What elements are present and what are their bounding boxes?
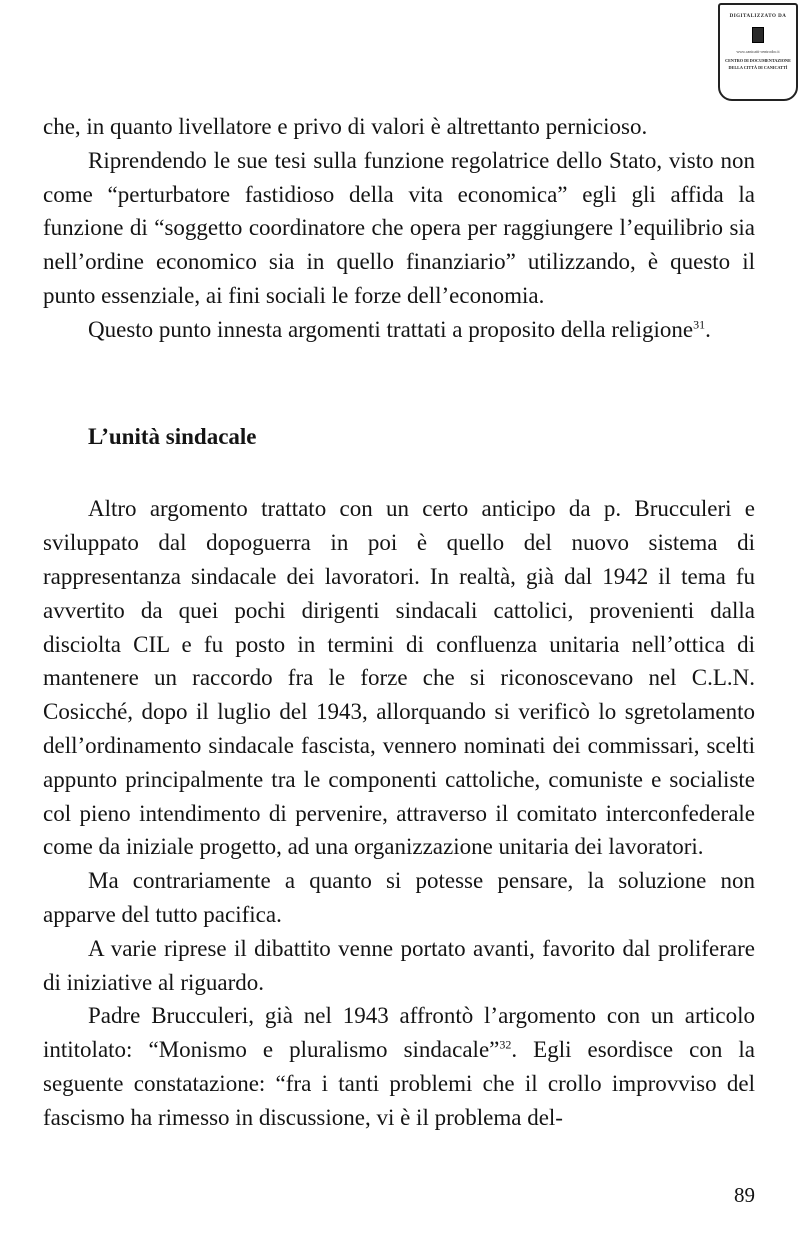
paragraph: Altro argomento trattato con un certo anticipo da p. Brucculeri e sviluppato dal dopoguerra in poi è quello del nuovo sistema di rappresentanza sindacale dei lavoratori. In realtà, già dal 1942 il tema fu avvertito da quei pochi dirigenti sindacali cattolici, provenienti dalla disciolta CIL e fu posto in termini di confluenza unitaria nell’ottica di mantenere un raccordo fra le forze che si riconoscevano nel C.L.N. Cosicché, dopo il luglio del 1943, allorquando si verificò lo sgretolamento dell’ordinamento sindacale fascista, vennero nominati dei commissari, scelti appunto principalmente tra le componenti cattoliche, comuniste e socialiste col pieno intendimento di pervenire, attraverso il comitato interconfederale come da iniziale progetto, ad una organizzazione unitaria dei lavoratori. <box>43 496 755 860</box>
paragraph-text: Questo punto innesta argomenti trattati a proposito della religione <box>88 316 694 342</box>
digitization-stamp <box>718 3 798 101</box>
footnote-ref: 32 <box>499 1037 512 1052</box>
footnote-ref: 31 <box>693 317 706 332</box>
paragraph: Ma contrariamente a quanto si potesse pensare, la soluzione non apparve del tutto pacifica. <box>43 868 755 927</box>
paragraph-continuation: che, in quanto livellatore e privo di valori è altrettanto pernicioso. <box>43 114 648 139</box>
stamp-line-2: DELLA CITTÀ DI CANICATTÌ <box>728 65 788 70</box>
paragraph-text: Padre Brucculeri, già nel 1943 affrontò l’argomento con un articolo intitolato: “Monismo e pluralismo sindacale” <box>43 1003 755 1063</box>
stamp-line-1: CENTRO DI DOCUMENTAZIONE <box>725 58 791 63</box>
paragraph-text-end: . <box>705 316 711 342</box>
page-body <box>43 110 755 1135</box>
paragraph <box>43 313 755 347</box>
paragraph: Riprendendo le sue tesi sulla funzione regolatrice dello Stato, visto non come “perturbatore fastidioso della vita economica” egli gli affida la funzione di “soggetto coordinatore che opera per raggiungere l’equilibrio sia nell’ordine economico sia in quello finanziario” utilizzando, è questo il punto essenziale, ai fini sociali le forze dell’economia. <box>43 147 755 308</box>
section-heading: L’unità sindacale <box>88 423 257 449</box>
stamp-title: DIGITALIZZATO DA <box>729 14 787 19</box>
paragraph: A varie riprese il dibattito venne portato avanti, favorito dal proliferare di iniziative al riguardo. <box>43 935 755 995</box>
paragraph <box>43 999 755 1134</box>
page-number: 89 <box>734 1183 755 1207</box>
stamp-url: www.canicatti-centrodoc.it <box>736 49 780 54</box>
stamp-logo-icon <box>752 27 764 43</box>
paragraph-text-end: . Egli esordisce con la seguente constatazione: “fra i tanti problemi che il crollo improvviso del fascismo ha rimesso in discussione, vi è il problema del- <box>43 1037 755 1130</box>
